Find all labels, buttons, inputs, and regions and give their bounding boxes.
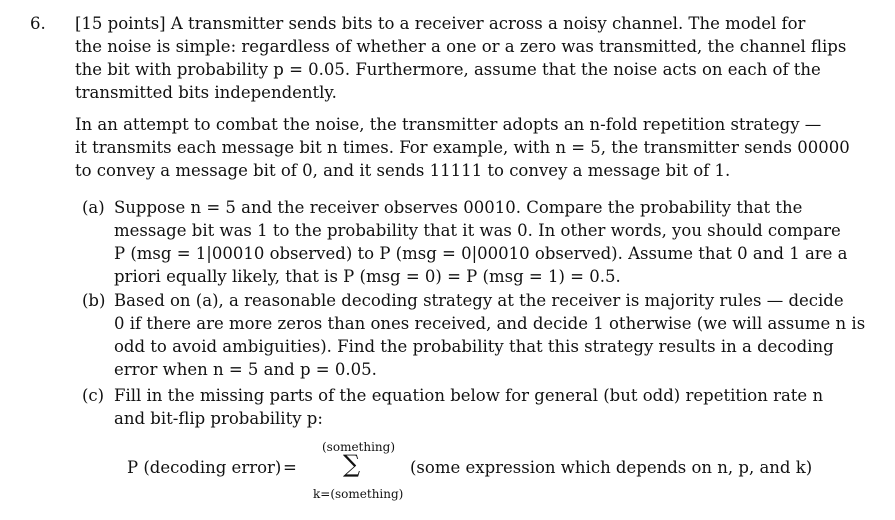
part-label: (c) xyxy=(82,386,105,405)
part-label: (a) xyxy=(82,198,105,217)
part-line: Based on (a), a reasonable decoding strategy at the receiver is majority rules — decide xyxy=(114,291,844,310)
part-line: message bit was 1 to the probability that it was 0. In other words, you should compare xyxy=(114,221,841,240)
problem-number: 6. xyxy=(30,14,46,33)
part-label: (b) xyxy=(82,291,106,310)
strategy-line: it transmits each message bit n times. For example, with n = 5, the transmitter sends 00000 xyxy=(75,138,850,157)
equation-rhs: (some expression which depends on n, p, and k) xyxy=(410,458,813,477)
part-line: error when n = 5 and p = 0.05. xyxy=(114,360,377,379)
intro-line: [15 points] A transmitter sends bits to a receiver across a noisy channel. The model for xyxy=(75,14,806,33)
equation-lhs: P (decoding error) xyxy=(127,458,282,477)
sum-lower-limit: k=(something) xyxy=(313,487,404,501)
summation-icon: ∑ xyxy=(343,450,361,478)
strategy-line: to convey a message bit of 0, and it sends 11111 to convey a message bit of 1. xyxy=(75,161,731,180)
intro-line: the bit with probability p = 0.05. Furthermore, assume that the noise acts on each of the xyxy=(75,60,821,79)
part-line: and bit-flip probability p: xyxy=(114,409,323,428)
equals-sign: = xyxy=(283,458,297,477)
strategy-line: In an attempt to combat the noise, the transmitter adopts an n-fold repetition strategy — xyxy=(75,115,822,134)
sum-upper-limit: (something) xyxy=(322,440,396,454)
intro-line: the noise is simple: regardless of whether a one or a zero was transmitted, the channel flips xyxy=(75,37,847,56)
intro-line: transmitted bits independently. xyxy=(75,83,337,102)
part-line: 0 if there are more zeros than ones received, and decide 1 otherwise (we will assume n is xyxy=(114,314,866,333)
part-line: odd to avoid ambiguities). Find the probability that this strategy results in a decoding xyxy=(114,337,834,356)
part-line: Suppose n = 5 and the receiver observes 00010. Compare the probability that the xyxy=(114,198,803,217)
part-line: priori equally likely, that is P (msg = 0) = P (msg = 1) = 0.5. xyxy=(114,267,621,286)
part-line: Fill in the missing parts of the equation below for general (but odd) repetition rate n xyxy=(114,386,824,405)
part-line: P (msg = 1|00010 observed) to P (msg = 0|00010 observed). Assume that 0 and 1 are a xyxy=(114,244,848,263)
